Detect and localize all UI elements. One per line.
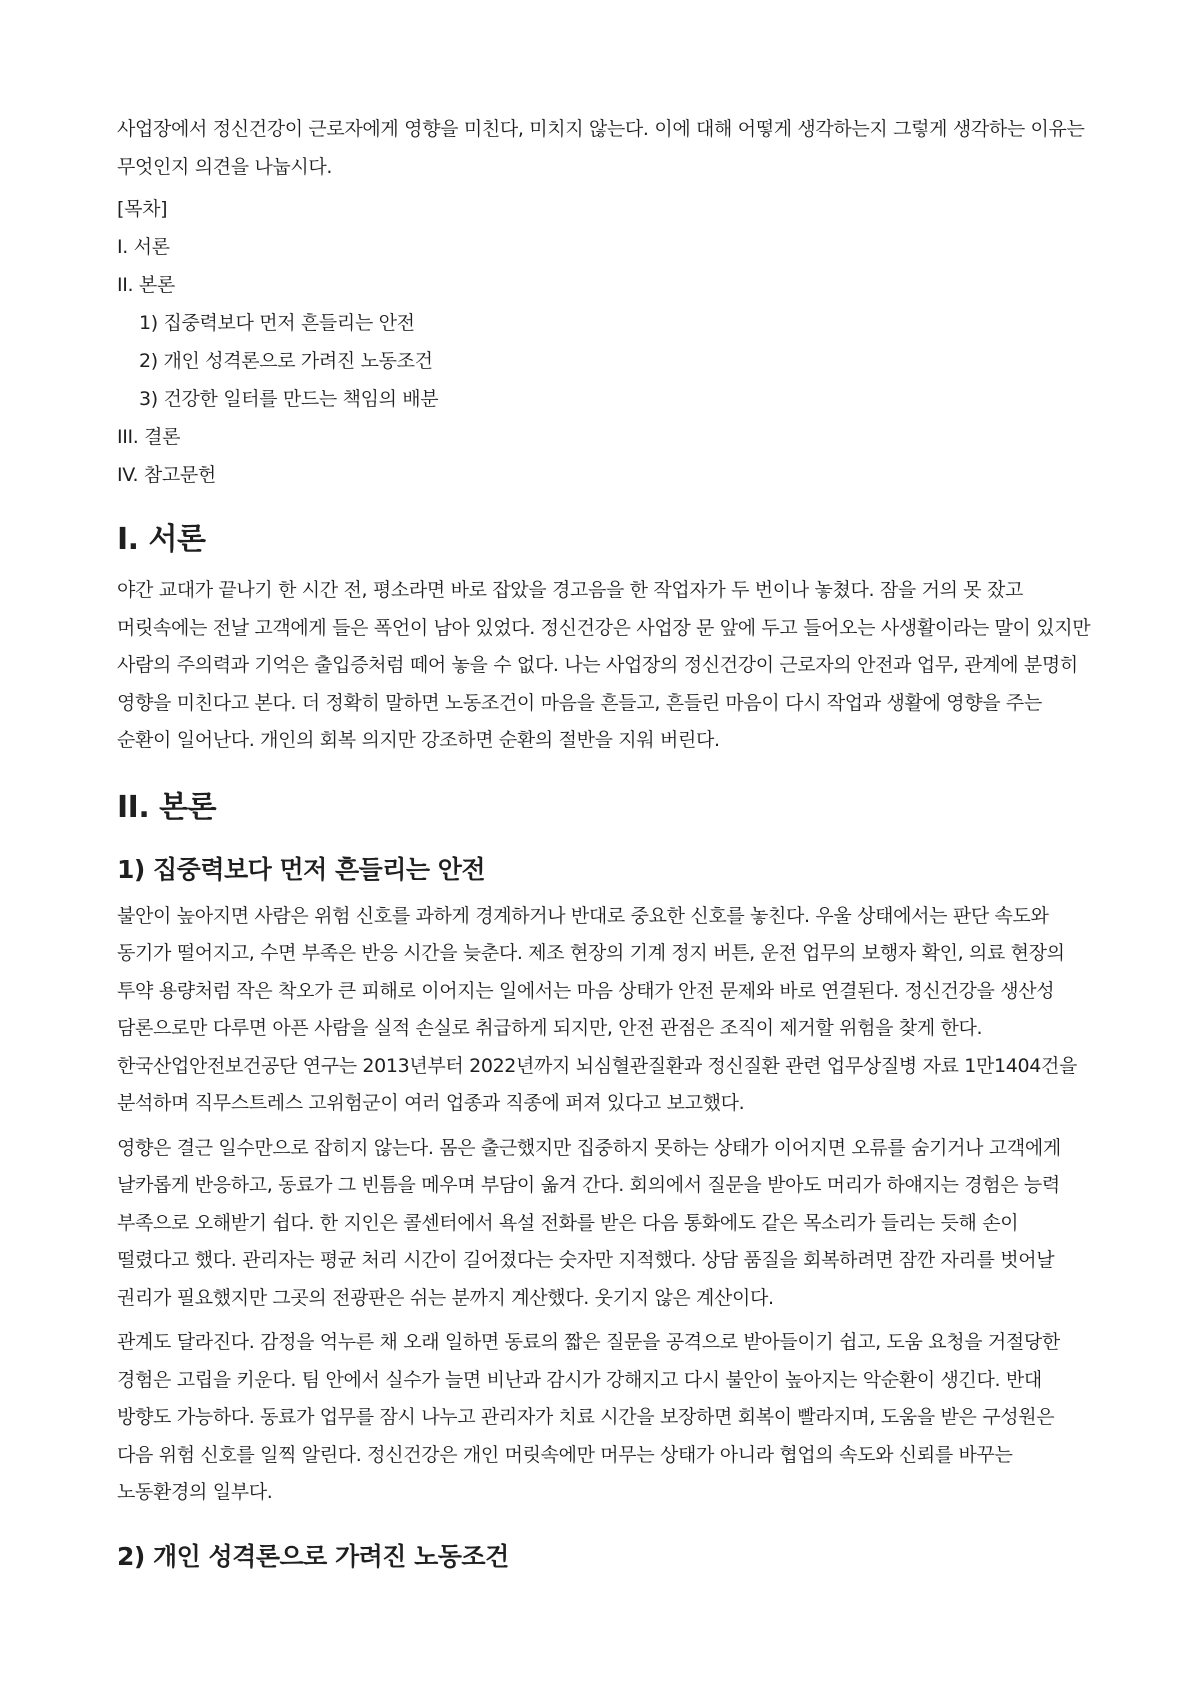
toc-item-body-1: 1) 집중력보다 먼저 흔들리는 안전 xyxy=(139,312,415,334)
toc-item-references: IV. 참고문헌 xyxy=(117,464,216,486)
essay-prompt: 사업장에서 정신건강이 근로자에게 영향을 미친다, 미치지 않는다. 이에 대해 어떻게 생각하는지 그렇게 생각하는 이유는 무엇인지 의견을 나눕시다. xyxy=(117,118,1085,178)
document-page xyxy=(117,111,1093,1585)
toc-title: [목차] xyxy=(117,198,168,220)
subsection-heading-1: 1) 집중력보다 먼저 흔들리는 안전 xyxy=(117,854,486,884)
intro-paragraph: 야간 교대가 끝나기 한 시간 전, 평소라면 바로 잡았을 경고음을 한 작업자가 두 번이나 놓쳤다. 잠을 거의 못 잤고 머릿속에는 전날 고객에게 들은 폭언이 남아 있었다. 정신건강은 사업장 문 앞에 두고 들어오는 사생활이라는 말이 있지만 사람의 주의력과 기억은 출입증처럼 떼어 놓을 수 없다. 나는 사업장의 정신건강이 근로자의 안전과 업무, 관계에 분명히 영향을 미친다고 본다. 더 정확히 말하면 노동조건이 마음을 흔들고, 흔들린 마음이 다시 작업과 생활에 영향을 주는 순환이 일어난다. 개인의 회복 의지만 강조하면 순환의 절반을 지워 버린다. xyxy=(117,579,1091,751)
toc-item-body: II. 본론 xyxy=(117,274,175,296)
toc-item-conclusion: III. 결론 xyxy=(117,426,181,448)
section-heading-body: II. 본론 xyxy=(117,789,217,825)
body-1-paragraph-2: 영향은 결근 일수만으로 잡히지 않는다. 몸은 출근했지만 집중하지 못하는 상태가 이어지면 오류를 숨기거나 고객에게 날카롭게 반응하고, 동료가 그 빈틈을 메우며 부담이 옮겨 간다. 회의에서 질문을 받아도 머리가 하얘지는 경험은 능력 부족으로 오해받기 쉽다. 한 지인은 콜센터에서 욕설 전화를 받은 다음 통화에도 같은 목소리가 들리는 듯해 손이 떨렸다고 했다. 관리자는 평균 처리 시간이 길어졌다는 숫자만 지적했다. 상담 품질을 회복하려면 잠깐 자리를 벗어날 권리가 필요했지만 그곳의 전광판은 쉬는 분까지 계산했다. 웃기지 않은 계산이다. xyxy=(117,1136,1061,1309)
subsection-heading-2: 2) 개인 성격론으로 가려진 노동조건 xyxy=(117,1541,509,1571)
toc-item-intro: I. 서론 xyxy=(117,236,170,258)
section-heading-intro: I. 서론 xyxy=(117,522,206,557)
body-1-paragraph-1: 불안이 높아지면 사람은 위험 신호를 과하게 경계하거나 반대로 중요한 신호를 놓친다. 우울 상태에서는 판단 속도와 동기가 떨어지고, 수면 부족은 반응 시간을 늦춘다. 제조 현장의 기계 정지 버튼, 운전 업무의 보행자 확인, 의료 현장의 투약 용량처럼 작은 착오가 큰 피해로 이어지는 일에서는 마음 상태가 안전 문제와 바로 연결된다. 정신건강을 생산성 담론으로만 다루면 아픈 사람을 실적 손실로 취급하게 되지만, 안전 관점은 조직이 제거할 위험을 찾게 한다. 한국산업안전보건공단 연구는 2013년부터 2022년까지 뇌심혈관질환과 정신질환 관련 업무상질병 자료 1만1404건을 분석하며 직무스트레스 고위험군이 여러 업종과 직종에 퍼져 있다고 보고했다. xyxy=(117,904,1077,1114)
toc-item-body-2: 2) 개인 성격론으로 가려진 노동조건 xyxy=(139,350,433,372)
body-1-paragraph-3: 관계도 달라진다. 감정을 억누른 채 오래 일하면 동료의 짧은 질문을 공격으로 받아들이기 쉽고, 도움 요청을 거절당한 경험은 고립을 키운다. 팀 안에서 실수가 늘면 비난과 감시가 강해지고 다시 불안이 높아지는 악순환이 생긴다. 반대 방향도 가능하다. 동료가 업무를 잠시 나누고 관리자가 치료 시간을 보장하면 회복이 빨라지며, 도움을 받은 구성원은 다음 위험 신호를 일찍 알린다. 정신건강은 개인 머릿속에만 머무는 상태가 아니라 협업의 속도와 신뢰를 바꾸는 노동환경의 일부다. xyxy=(117,1331,1060,1503)
table-of-contents xyxy=(117,190,1093,494)
toc-item-body-3: 3) 건강한 일터를 만드는 책임의 배분 xyxy=(139,388,439,410)
